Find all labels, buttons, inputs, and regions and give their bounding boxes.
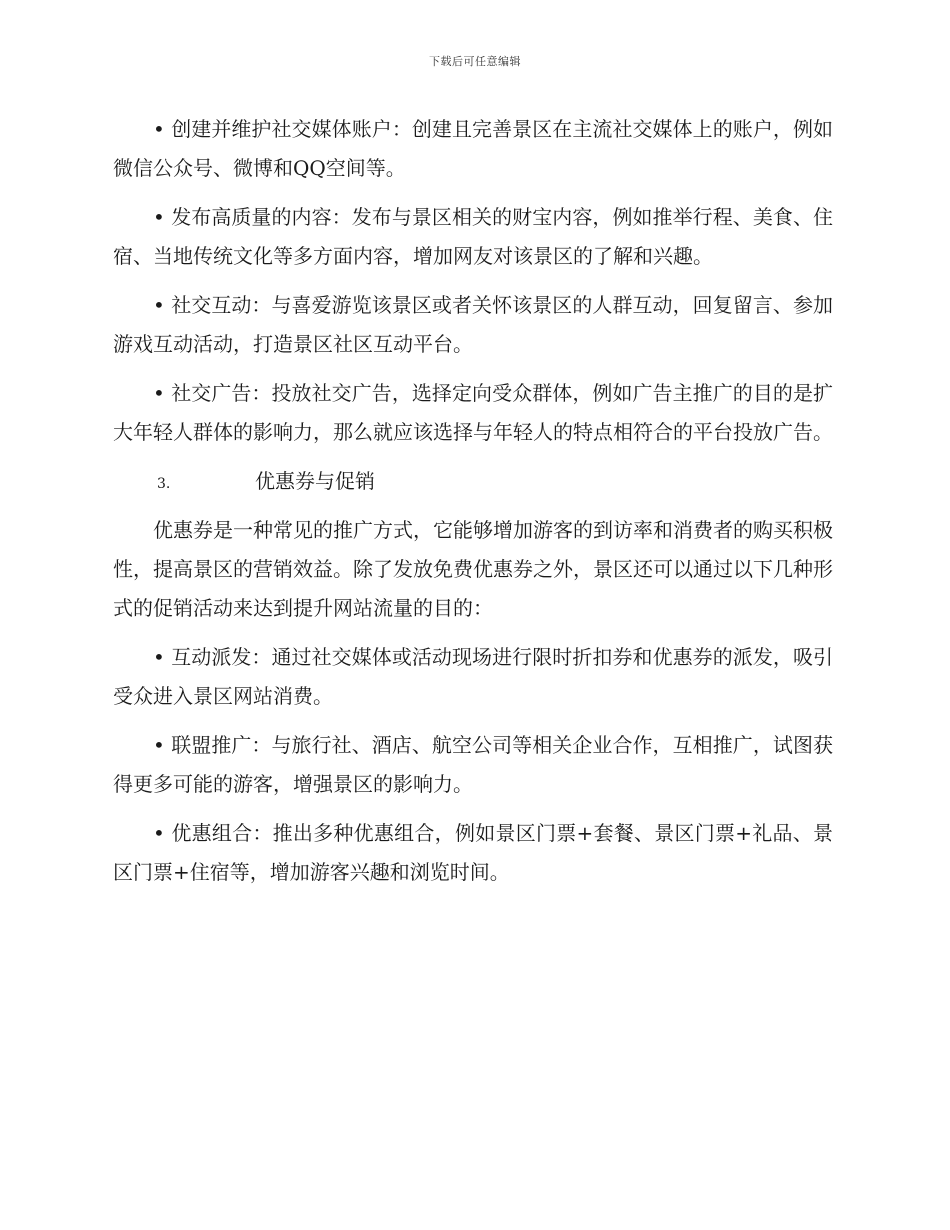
paragraph-alliance-promotion: • 联盟推广：与旅行社、酒店、航空公司等相关企业合作，互相推广，试图获得更多可能的游客，增强景区的影响力。 xyxy=(113,733,833,796)
paragraph-quality-content: • 发布高质量的内容：发布与景区相关的财宝内容，例如推举行程、美食、住宿、当地传统文化等多方面内容，增加网友对该景区的了解和兴趣。 xyxy=(113,205,833,268)
paragraph-coupon-intro: 优惠券是一种常见的推广方式，它能够增加游客的到访率和消费者的购买积极性，提高景区的营销效益。除了发放免费优惠券之外，景区还可以通过以下几种形式的促销活动来达到提升网站流量的目的： xyxy=(113,518,833,620)
section-heading xyxy=(113,462,833,501)
section-number: 3. xyxy=(157,476,171,492)
page-header: 下载后可任意编辑 xyxy=(429,55,521,68)
document-body xyxy=(113,110,833,902)
paragraph-discount-combo: • 优惠组合：推出多种优惠组合，例如景区门票+套餐、景区门票+礼品、景区门票+住宿等，增加游客兴趣和浏览时间。 xyxy=(113,821,833,884)
paragraph-interactive-distribution: • 互动派发：通过社交媒体或活动现场进行限时折扣券和优惠券的派发，吸引受众进入景区网站消费。 xyxy=(113,645,833,708)
section-title: 优惠券与促销 xyxy=(255,469,375,493)
paragraph-social-ads: • 社交广告：投放社交广告，选择定向受众群体，例如广告主推广的目的是扩大年轻人群体的影响力，那么就应该选择与年轻人的特点相符合的平台投放广告。 xyxy=(113,381,833,444)
paragraph-social-interaction: • 社交互动：与喜爱游览该景区或者关怀该景区的人群互动，回复留言、参加游戏互动活动，打造景区社区互动平台。 xyxy=(113,293,833,356)
paragraph-social-account: • 创建并维护社交媒体账户：创建且完善景区在主流社交媒体上的账户，例如微信公众号、微博和QQ空间等。 xyxy=(113,117,833,180)
